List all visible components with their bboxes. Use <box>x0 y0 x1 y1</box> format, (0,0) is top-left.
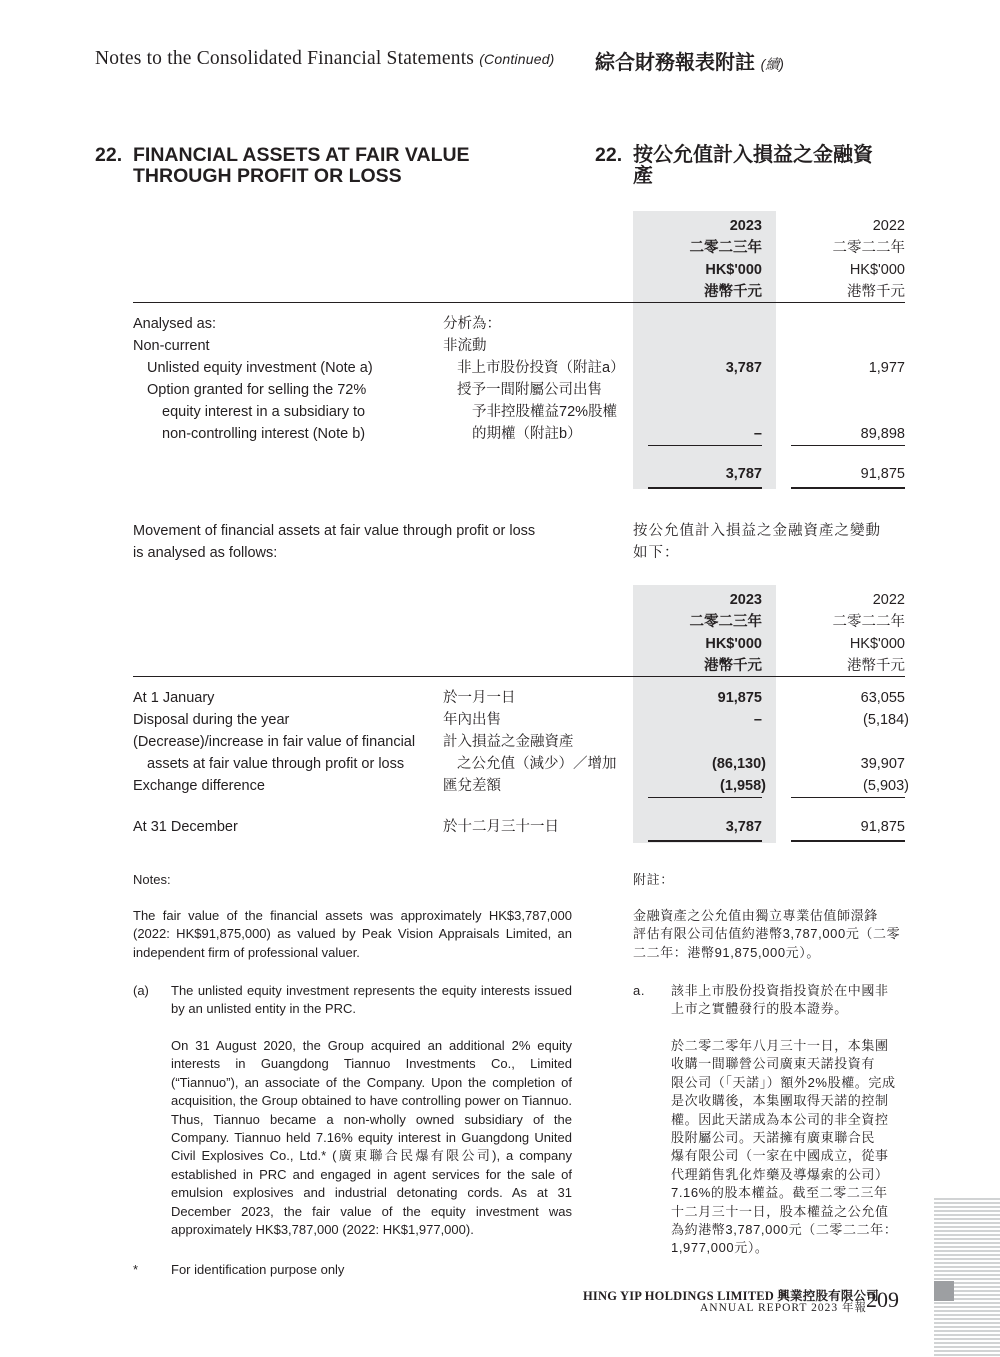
header-2022-zh: 二零二二年 <box>832 240 905 256</box>
fair-value-note-zh <box>633 907 905 962</box>
decorative-stripe <box>934 1210 1000 1212</box>
movement-intro-en-line2: is analysed as follows: <box>133 545 278 561</box>
decorative-stripe <box>934 1202 1000 1204</box>
note-a-para2-zh-line: 收購一間聯營公司廣東天諾投資有 <box>671 1056 876 1072</box>
decorative-stripe <box>934 1310 1000 1312</box>
col-2023-header-2 <box>633 589 762 677</box>
table-row-label-en: Analysed as: <box>133 316 217 332</box>
decorative-stripe <box>934 1218 1000 1220</box>
note-a-para1-zh-line: 該非上市股份投資指投資於在中國非 <box>671 983 889 998</box>
closing-2022: 91,875 <box>860 819 905 835</box>
running-header-en <box>95 48 555 70</box>
note-a-para1-en: The unlisted equity investment represents the equity interests issued by an unlisted entity in the PRC. <box>171 983 572 1017</box>
decorative-stripe <box>934 1198 1000 1200</box>
value-2023: 3,787 <box>725 360 762 376</box>
table-row-label-en: Disposal during the year <box>133 712 290 728</box>
decorative-stripe <box>934 1222 1000 1224</box>
movement-intro-zh-line1: 按公允值計入損益之金融資產之變動 <box>633 523 881 539</box>
decorative-stripe <box>934 1322 1000 1324</box>
decorative-stripe <box>934 1234 1000 1236</box>
notes-label-en: Notes: <box>133 872 171 887</box>
total-rule-2022-1 <box>791 487 905 489</box>
decorative-stripe <box>934 1214 1000 1216</box>
table-row-label-zh: 之公允值（減少）／增加 <box>457 756 617 772</box>
subtotal-rule-2023-2 <box>648 797 762 798</box>
note-a-para2-zh-line: 7.16%的股本權益。截至二零二三年 <box>671 1185 888 1201</box>
header-unit-zh: 港幣千元 <box>704 658 762 674</box>
subtotal-rule-2023-1 <box>648 445 762 446</box>
movement-intro-zh <box>633 520 881 564</box>
decorative-stripe <box>934 1318 1000 1320</box>
decorative-stripe <box>934 1274 1000 1276</box>
table-row-label-zh: 非上市股份投資（附註a） <box>457 360 625 376</box>
fair-value-note-zh-line: 金融資產之公允值由獨立專業估值師澋鋒 <box>633 908 878 923</box>
value-2022: (5,903) <box>863 778 909 794</box>
note-a-para2-zh-line: 限公司（「天諾」）額外2%股權。完成 <box>671 1074 896 1090</box>
fair-value-note-zh-line: 評估有限公司估值約港幣3,787,000元（二零 <box>633 926 901 942</box>
total-2022: 91,875 <box>860 466 905 482</box>
value-2022: 63,055 <box>860 690 905 706</box>
table-row-label-zh: 年內出售 <box>443 712 501 728</box>
table-row-label-en: Unlisted equity investment (Note a) <box>147 360 373 376</box>
value-2022: 89,898 <box>860 426 905 442</box>
decorative-stripe <box>934 1250 1000 1252</box>
note-a-para2-zh-line: 為約港幣3,787,000元（二零二二年： <box>671 1222 898 1238</box>
footer-report: ANNUAL REPORT 2023 年報 <box>700 1302 867 1314</box>
decorative-stripe <box>934 1238 1000 1240</box>
section-title-zh-line1: 按公允值計入損益之金融資 <box>633 144 873 166</box>
total-rule-2023-1 <box>648 487 762 489</box>
decorative-stripe <box>934 1226 1000 1228</box>
value-2022: 39,907 <box>860 756 905 772</box>
movement-intro-en <box>133 520 535 564</box>
table-row-label-zh: 非流動 <box>443 338 487 354</box>
header-2023-en: 2023 <box>729 218 762 234</box>
decorative-stripe <box>934 1338 1000 1340</box>
header-unit-zh: 港幣千元 <box>847 284 905 300</box>
note-a-para1-zh <box>671 982 905 1019</box>
col-2022-header-2 <box>776 589 905 677</box>
table-row-label-zh: 予非控股權益72%股權 <box>472 404 618 420</box>
note-a-para2-zh-line: 股附屬公司。天諾擁有廣東聯合民 <box>671 1130 876 1146</box>
decorative-stripe <box>934 1354 1000 1356</box>
header-2023-en: 2023 <box>729 592 762 608</box>
value-2023: (86,130) <box>711 756 766 772</box>
note-a-para2-zh-line: 1,977,000元）。 <box>671 1240 769 1256</box>
subtotal-rule-2022-1 <box>791 445 905 446</box>
header-unit-en: HK$'000 <box>849 636 905 652</box>
footnote-identification-text: For identification purpose only <box>171 1262 345 1277</box>
table-row-label-en: Non-current <box>133 338 210 354</box>
header-unit-zh: 港幣千元 <box>704 284 762 300</box>
value-2023: – <box>753 712 762 728</box>
decorative-stripe <box>934 1334 1000 1336</box>
header-rule-2 <box>133 676 905 677</box>
table-row-label-en: At 1 January <box>133 690 215 706</box>
section-title-en-line2: THROUGH PROFIT OR LOSS <box>133 165 402 187</box>
decorative-stripe <box>934 1330 1000 1332</box>
value-2023: (1,958) <box>720 778 766 794</box>
header-2022-zh: 二零二二年 <box>832 614 905 630</box>
header-unit-zh: 港幣千元 <box>847 658 905 674</box>
note-a-para2-en: On 31 August 2020, the Group acquired an additional 2% equity interests in Guangdong Tiannuo Investments Co., Limited (“Tiannuo”), an associate of the Company. Upon the completion of acquisition, the Group obtained to have controlling power on Tiannuo. Thus, Tiannuo became a non-wholly owned subsidiary of the Company. Tiannuo held 7.16% equity interest in Guangdong United Civil Explosives Co., Ltd.* (廣東聯合民爆有限公司), a company established in PRC and engaged in agent services for the sale of emulsion explosives and industrial detonating cords. As at 31 December 2023, the fair value of the equity investment was approximately HK$3,787,000 (2022: HK$1,977,000). <box>171 1038 572 1238</box>
section-title-en <box>133 145 470 187</box>
movement-intro-en-line1: Movement of financial assets at fair value through profit or loss <box>133 523 536 539</box>
col-2023-header-1 <box>633 215 762 303</box>
decorative-stripe <box>934 1326 1000 1328</box>
section-title-zh <box>633 145 873 187</box>
header-title-zh: 綜合財務報表附註 <box>595 52 755 74</box>
value-2023: – <box>753 426 762 442</box>
header-unit-en: HK$'000 <box>705 636 762 652</box>
fair-value-note-en: The fair value of the financial assets was approximately HK$3,787,000 (2022: HK$91,875,000) as valued by Peak Vision Appraisals Limited, an independent firm of professional valuer. <box>133 908 572 960</box>
header-2022-en: 2022 <box>872 592 905 608</box>
note-a-para2-zh-line: 代理銷售乳化炸藥及導爆索的公司） <box>671 1166 889 1182</box>
col-2022-header-1 <box>776 215 905 303</box>
fair-value-note-zh-line: 二二年：港幣91,875,000元）。 <box>633 944 820 960</box>
table-row-label-zh: 匯兌差額 <box>443 778 501 794</box>
decorative-stripe <box>934 1346 1000 1348</box>
decorative-stripe <box>934 1350 1000 1352</box>
value-2022: (5,184) <box>863 712 909 728</box>
table-row-label-zh: 於一月一日 <box>443 690 516 706</box>
note-a-para2-zh <box>671 1037 905 1258</box>
page-number: 209 <box>866 1287 899 1312</box>
total-2023: 3,787 <box>725 466 762 482</box>
decorative-stripe-block <box>934 1198 1000 1357</box>
decorative-stripe <box>934 1278 1000 1280</box>
note-a-para2-zh-line: 於二零二零年八月三十一日，本集團 <box>671 1038 889 1053</box>
table-row-label-zh: 授予一間附屬公司出售 <box>457 382 602 398</box>
decorative-stripe <box>934 1262 1000 1264</box>
decorative-stripe <box>934 1258 1000 1260</box>
header-unit-en: HK$'000 <box>705 262 762 278</box>
decorative-stripe <box>934 1266 1000 1268</box>
decorative-square-dark <box>934 1281 954 1301</box>
closing-label-zh: 於十二月三十一日 <box>443 819 559 835</box>
table-row-label-en: (Decrease)/increase in fair value of financial <box>133 734 416 750</box>
table-row-label-en: equity interest in a subsidiary to <box>162 404 366 420</box>
section-number-en: 22. <box>95 144 123 166</box>
table-row-label-zh: 分析為： <box>443 316 501 332</box>
footer-company: HING YIP HOLDINGS LIMITED 興業控股有限公司 <box>583 1289 879 1303</box>
note-a-marker-zh: a. <box>633 983 646 998</box>
decorative-stripe <box>934 1206 1000 1208</box>
header-title-en: Notes to the Consolidated Financial Statements <box>95 48 475 69</box>
decorative-stripe <box>934 1342 1000 1344</box>
total-rule-2022-2 <box>791 840 905 842</box>
table-row-label-en: assets at fair value through profit or loss <box>147 756 405 772</box>
table-row-label-en: Exchange difference <box>133 778 265 794</box>
note-a-para2-zh-line: 是次收購後，本集團取得天諾的控制 <box>671 1093 889 1109</box>
note-a-para2-zh-line: 爆有限公司（一家在中國成立，從事 <box>671 1148 889 1164</box>
header-continued-en: (Continued) <box>479 51 555 67</box>
decorative-stripe <box>934 1246 1000 1248</box>
movement-intro-zh-line2: 如下： <box>633 545 680 561</box>
note-a-marker-en: (a) <box>133 983 149 998</box>
section-title-zh-line2: 產 <box>633 165 653 187</box>
decorative-stripe <box>934 1302 1000 1304</box>
running-header-zh <box>595 46 784 75</box>
decorative-stripe <box>934 1270 1000 1272</box>
decorative-stripe <box>934 1242 1000 1244</box>
table-row-label-en: non-controlling interest (Note b) <box>162 426 366 442</box>
note-a-para2-zh-line: 十二月三十一日，股本權益之公允值 <box>671 1203 889 1219</box>
decorative-stripe <box>934 1254 1000 1256</box>
section-title-en-line1: FINANCIAL ASSETS AT FAIR VALUE <box>133 144 470 166</box>
section-number-zh: 22. <box>595 144 623 166</box>
header-2022-en: 2022 <box>872 218 905 234</box>
table-row-label-zh: 計入損益之金融資產 <box>443 734 574 750</box>
footnote-star-marker: * <box>133 1262 139 1277</box>
closing-label-en: At 31 December <box>133 819 238 835</box>
decorative-stripe <box>934 1314 1000 1316</box>
value-2023: 91,875 <box>717 690 762 706</box>
header-2023-zh: 二零二三年 <box>689 240 762 256</box>
total-rule-2023-2 <box>648 840 762 842</box>
subtotal-rule-2022-2 <box>791 797 905 798</box>
note-a-para1-zh-line: 上市之實體發行的股本證券。 <box>671 1001 848 1017</box>
value-2022: 1,977 <box>868 360 905 376</box>
header-unit-en: HK$'000 <box>849 262 905 278</box>
note-a-para2-zh-line: 權。因此天諾成為本公司的非全資控 <box>671 1111 889 1127</box>
header-rule-1 <box>133 302 905 303</box>
table-row-label-en: Option granted for selling the 72% <box>147 382 367 398</box>
notes-label-zh: 附註： <box>633 872 674 887</box>
header-2023-zh: 二零二三年 <box>689 614 762 630</box>
decorative-stripe <box>934 1230 1000 1232</box>
table-row-label-zh: 的期權（附註b） <box>472 426 582 442</box>
header-continued-zh: (續) <box>760 56 784 72</box>
closing-2023: 3,787 <box>725 819 762 835</box>
decorative-stripe <box>934 1306 1000 1308</box>
